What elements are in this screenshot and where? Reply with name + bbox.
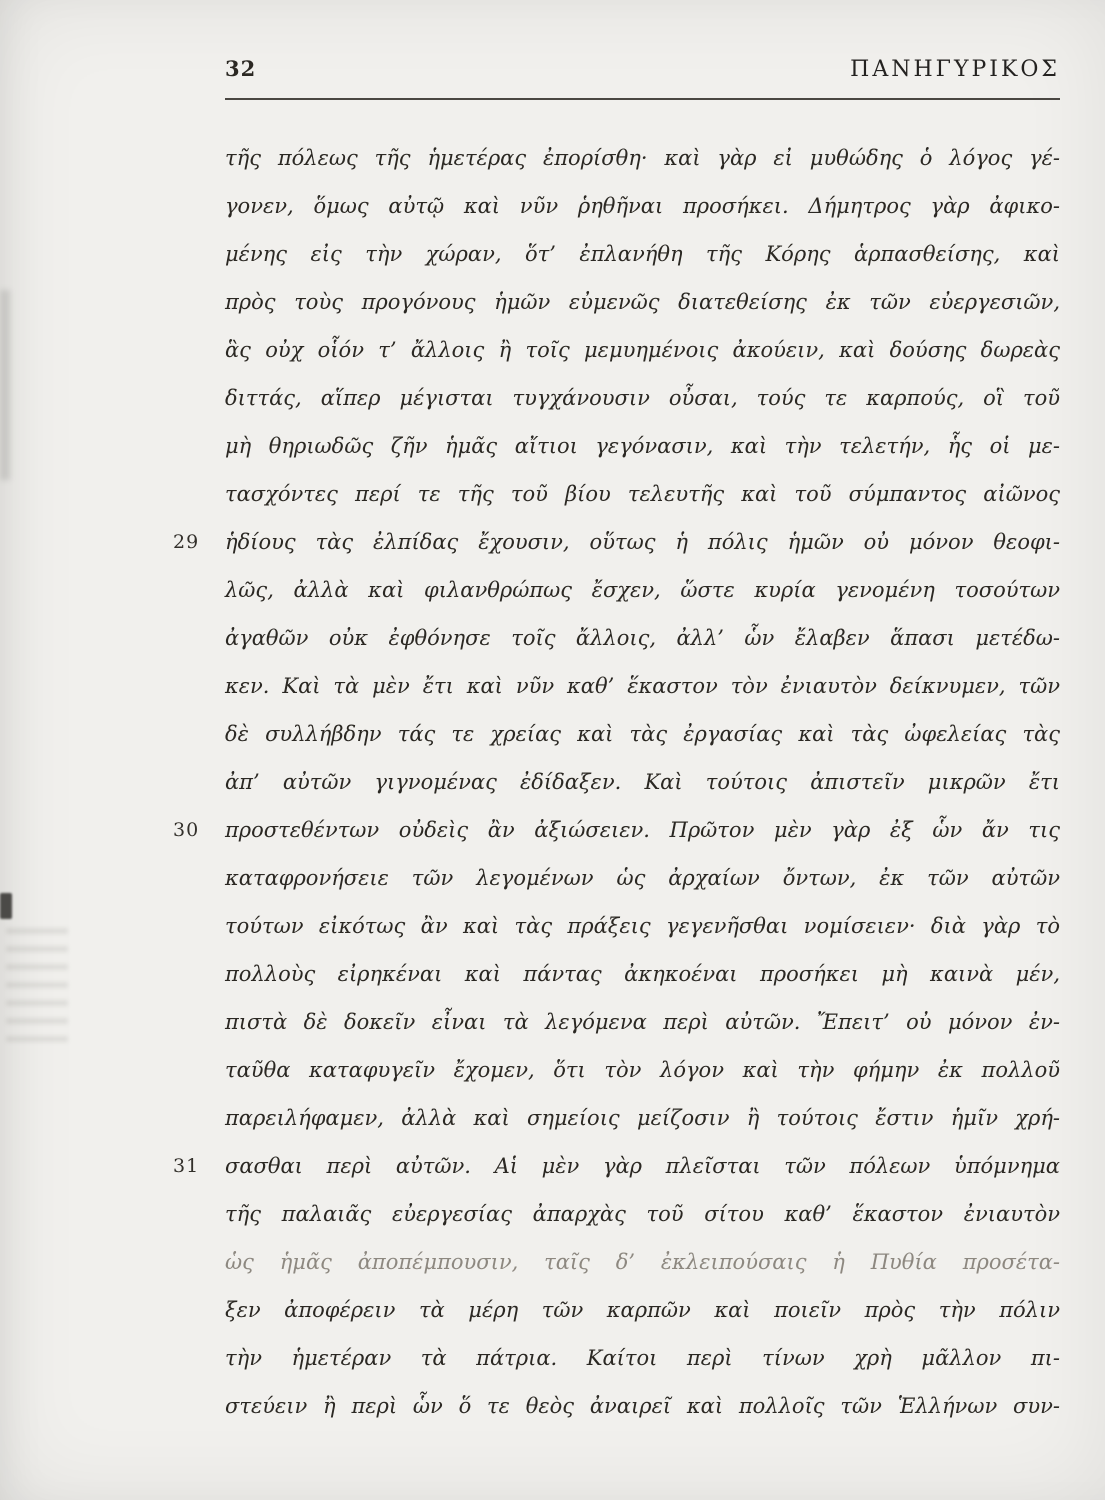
greek-text-line: ἀπ’ αὐτῶν γιγνομένας ἐδίδαξεν. Καὶ τούτοις ἀπιστεῖν μικρῶν ἔτι (225, 770, 1060, 794)
running-head (225, 56, 1060, 86)
text-line (225, 1238, 1060, 1286)
text-line (225, 374, 1060, 422)
header-rule (225, 98, 1060, 100)
greek-text-line: πολλοὺς εἰρηκέναι καὶ πάντας ἀκηκοέναι προσήκει μὴ καινὰ μέν, (225, 962, 1060, 986)
text-line (225, 1094, 1060, 1142)
section-number: 31 (173, 1155, 200, 1177)
scan-bleedthrough-artifact (6, 928, 68, 1046)
greek-text-line: κεν. Καὶ τὰ μὲν ἔτι καὶ νῦν καθ’ ἕκαστον τὸν ἐνιαυτὸν δείκνυμεν, τῶν (225, 674, 1060, 698)
text-line (225, 470, 1060, 518)
text-line (225, 710, 1060, 758)
running-title: ΠΑΝΗΓΥΡΙΚΟΣ (850, 57, 1060, 82)
text-line (225, 758, 1060, 806)
greek-text-line: τούτων εἰκότως ἂν καὶ τὰς πράξεις γεγενῆσθαι νομίσειεν· διὰ γὰρ τὸ (225, 914, 1060, 938)
text-line (225, 998, 1060, 1046)
text-line (225, 134, 1060, 182)
greek-text-line: λῶς, ἀλλὰ καὶ φιλανθρώπως ἔσχεν, ὥστε κυρία γενομένη τοσούτων (225, 578, 1060, 602)
section-number: 29 (173, 531, 200, 553)
page-number: 32 (225, 56, 257, 81)
text-line (225, 1046, 1060, 1094)
greek-text-line: διττάς, αἵπερ μέγισται τυγχάνουσιν οὖσαι, τούς τε καρπούς, οἳ τοῦ (225, 386, 1060, 410)
greek-text-line: γονεν, ὅμως αὐτῷ καὶ νῦν ῥηθῆναι προσήκει. Δήμητρος γὰρ ἀφικο- (225, 194, 1060, 218)
text-block (173, 134, 1060, 1430)
greek-text-line: δὲ συλλήβδην τάς τε χρείας καὶ τὰς ἐργασίας καὶ τὰς ὠφελείας τὰς (225, 722, 1060, 746)
text-line (225, 902, 1060, 950)
greek-text-line: παρειλήφαμεν, ἀλλὰ καὶ σημείοις μείζοσιν ἢ τούτοις ἔστιν ἡμῖν χρή- (225, 1106, 1060, 1130)
text-line (225, 854, 1060, 902)
greek-text-line: ξεν ἀποφέρειν τὰ μέρη τῶν καρπῶν καὶ ποιεῖν πρὸς τὴν πόλιν (225, 1298, 1060, 1322)
greek-text-line: μὴ θηριωδῶς ζῆν ἡμᾶς αἴτιοι γεγόνασιν, καὶ τὴν τελετήν, ἧς οἱ με- (225, 434, 1060, 458)
text-line (225, 278, 1060, 326)
greek-text-line: τῆς παλαιᾶς εὐεργεσίας ἀπαρχὰς τοῦ σίτου καθ’ ἕκαστον ἐνιαυτὸν (225, 1202, 1060, 1226)
greek-text-line: τῆς πόλεως τῆς ἡμετέρας ἐπορίσθη· καὶ γὰρ εἰ μυθώδης ὁ λόγος γέ- (225, 146, 1060, 170)
greek-text-line: μένης εἰς τὴν χώραν, ὅτ’ ἐπλανήθη τῆς Κόρης ἁρπασθείσης, καὶ (225, 242, 1060, 266)
greek-text-line: ὡς ἡμᾶς ἀποπέμπουσιν, ταῖς δ’ ἐκλειπούσαις ἡ Πυθία προσέτα- (225, 1250, 1060, 1274)
greek-text-line: ταῦθα καταφυγεῖν ἔχομεν, ὅτι τὸν λόγον καὶ τὴν φήμην ἐκ πολλοῦ (225, 1058, 1060, 1082)
text-line (225, 566, 1060, 614)
scan-smudge-artifact (0, 893, 12, 919)
greek-text-line: τὴν ἡμετέραν τὰ πάτρια. Καίτοι περὶ τίνων χρὴ μᾶλλον πι- (225, 1346, 1060, 1370)
text-line (225, 950, 1060, 998)
text-line (173, 518, 1060, 566)
text-line (225, 614, 1060, 662)
page-content (173, 0, 1060, 1430)
text-line (225, 1190, 1060, 1238)
greek-text-line: στεύειν ἢ περὶ ὧν ὅ τε θεὸς ἀναιρεῖ καὶ πολλοῖς τῶν Ἑλλήνων συν- (225, 1394, 1060, 1418)
greek-text-line: ἀγαθῶν οὐκ ἐφθόνησε τοῖς ἄλλοις, ἀλλ’ ὧν ἔλαβεν ἅπασι μετέδω- (225, 626, 1060, 650)
greek-text-line: ἃς οὐχ οἷόν τ’ ἄλλοις ἢ τοῖς μεμυημένοις ἀκούειν, καὶ δούσης δωρεὰς (225, 338, 1060, 362)
text-line (173, 806, 1060, 854)
greek-text-line: προστεθέντων οὐδεὶς ἂν ἀξιώσειεν. Πρῶτον μὲν γὰρ ἐξ ὧν ἄν τις (225, 818, 1060, 842)
text-line (225, 1334, 1060, 1382)
text-line (225, 326, 1060, 374)
greek-text-line: πιστὰ δὲ δοκεῖν εἶναι τὰ λεγόμενα περὶ αὐτῶν. Ἔπειτ’ οὐ μόνον ἐν- (225, 1010, 1060, 1034)
text-line (173, 1142, 1060, 1190)
greek-text-line: σασθαι περὶ αὐτῶν. Αἱ μὲν γὰρ πλεῖσται τῶν πόλεων ὑπόμνημα (225, 1154, 1060, 1178)
text-line (225, 422, 1060, 470)
scan-edge-shadow (0, 290, 10, 480)
greek-text-line: τασχόντες περί τε τῆς τοῦ βίου τελευτῆς καὶ τοῦ σύμπαντος αἰῶνος (225, 482, 1060, 506)
text-line (225, 1286, 1060, 1334)
text-line (225, 230, 1060, 278)
greek-text-line: ἡδίους τὰς ἐλπίδας ἔχουσιν, οὕτως ἡ πόλις ἡμῶν οὐ μόνον θεοφι- (225, 530, 1060, 554)
text-line (225, 662, 1060, 710)
text-line (225, 182, 1060, 230)
greek-text-line: πρὸς τοὺς προγόνους ἡμῶν εὐμενῶς διατεθείσης ἐκ τῶν εὐεργεσιῶν, (225, 290, 1060, 314)
text-line (225, 1382, 1060, 1430)
section-number: 30 (173, 819, 200, 841)
greek-text-line: καταφρονήσειε τῶν λεγομένων ὡς ἀρχαίων ὄντων, ἐκ τῶν αὐτῶν (225, 866, 1060, 890)
